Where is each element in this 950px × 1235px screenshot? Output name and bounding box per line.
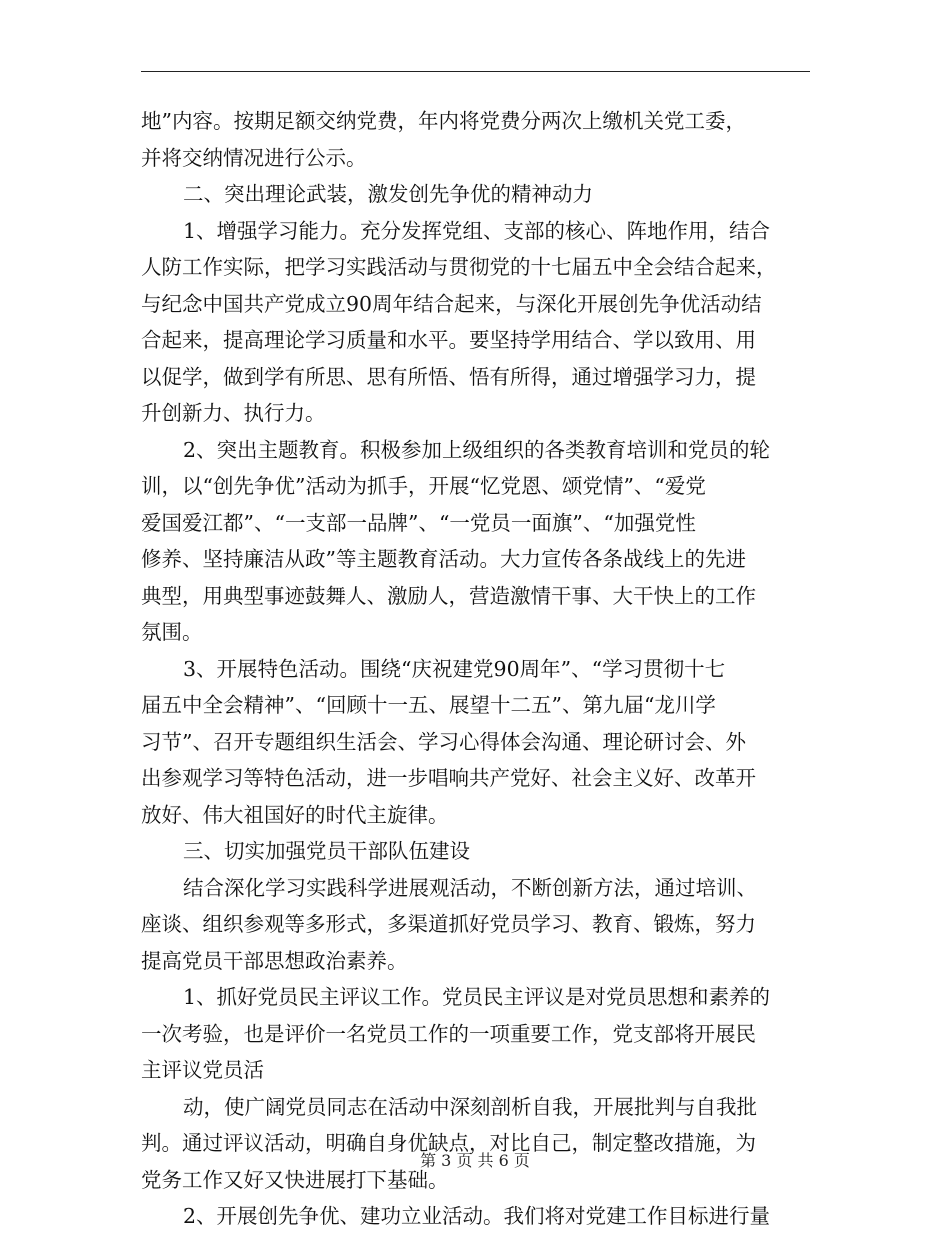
text-line: 主评议党员活: [141, 1058, 264, 1082]
text-line: 2、开展创先争优、建功立业活动。我们将对党建工作目标进行量: [183, 1204, 771, 1228]
text-line: 爱国爱江都”、“一支部一品牌”、“一党员一面旗”、“加强党性: [141, 510, 696, 535]
text-line: 训，以“创先争优”活动为抓手，开展“忆党恩、颂党情”、“爱党: [141, 474, 706, 498]
text-line: 党务工作又好又快进展打下基础。: [141, 1167, 449, 1192]
text-line: 与纪念中国共产党成立90周年结合起来，与深化开展创先争优活动结: [141, 291, 762, 316]
text-line: 结合深化学习实践科学进展观活动，不断创新方法，通过培训、: [183, 875, 757, 900]
text-line: 人防工作实际，把学习实践活动与贯彻党的十七届五中全会结合起来，: [141, 255, 777, 279]
text-line: 3、开展特色活动。围绕“庆祝建党90周年”、“学习贯彻十七: [183, 656, 726, 681]
text-line: 升创新力、执行力。: [141, 401, 326, 425]
text-line: 1、增强学习能力。充分发挥党组、支部的核心、阵地作用，结合: [183, 218, 771, 243]
text-line: 氛围。: [141, 620, 203, 644]
text-line: 判。通过评议活动，明确自身优缺点，对比自己，制定整改措施，为: [141, 1131, 756, 1155]
text-line: 典型，用典型事迹鼓舞人、激励人，营造激情干事、大干快上的工作: [141, 583, 756, 608]
header-rule: [141, 71, 810, 72]
text-line: 合起来，提高理论学习质量和水平。要坚持学用结合、学以致用、用: [141, 328, 756, 352]
text-line: 2、突出主题教育。积极参加上级组织的各类教育培训和党员的轮: [183, 437, 771, 462]
text-line: 提高党员干部思想政治素养。: [141, 948, 408, 973]
text-line: 座谈、组织参观等多形式，多渠道抓好党员学习、教育、锻炼，努力: [141, 912, 756, 936]
text-line: 出参观学习等特色活动，进一步唱响共产党好、社会主义好、改革开: [141, 766, 756, 790]
text-line: 二、突出理论武装，激发创先争优的精神动力: [183, 182, 593, 206]
text-line: 放好、伟大祖国好的时代主旋律。: [141, 802, 449, 827]
text-line: 动，使广阔党员同志在活动中深刻剖析自我，开展批判与自我批: [183, 1094, 757, 1119]
text-line: 修养、坚持廉洁从政”等主题教育活动。大力宣传各条战线上的先进: [141, 547, 746, 571]
text-line: 1、抓好党员民主评议工作。党员民主评议是对党员思想和素养的: [183, 985, 771, 1009]
page-footer: 第 3 页 共 6 页: [420, 1151, 530, 1170]
text-line: 三、切实加强党员干部队伍建设: [183, 839, 470, 863]
text-line: 习节”、召开专题组织生活会、学习心得体会沟通、理论研讨会、外: [141, 729, 746, 754]
text-line: 地”内容。按期足额交纳党费，年内将党费分两次上缴机关党工委，: [141, 109, 746, 133]
text-line: 并将交纳情况进行公示。: [141, 145, 367, 170]
document-body: [141, 103, 811, 1235]
text-line: 以促学，做到学有所思、思有所悟、悟有所得，通过增强学习力，提: [141, 364, 756, 389]
text-line: 届五中全会精神”、“回顾十一五、展望十二五”、第九届“龙川学: [141, 693, 716, 717]
text-line: 一次考验，也是评价一名党员工作的一项重要工作，党支部将开展民: [141, 1021, 756, 1046]
